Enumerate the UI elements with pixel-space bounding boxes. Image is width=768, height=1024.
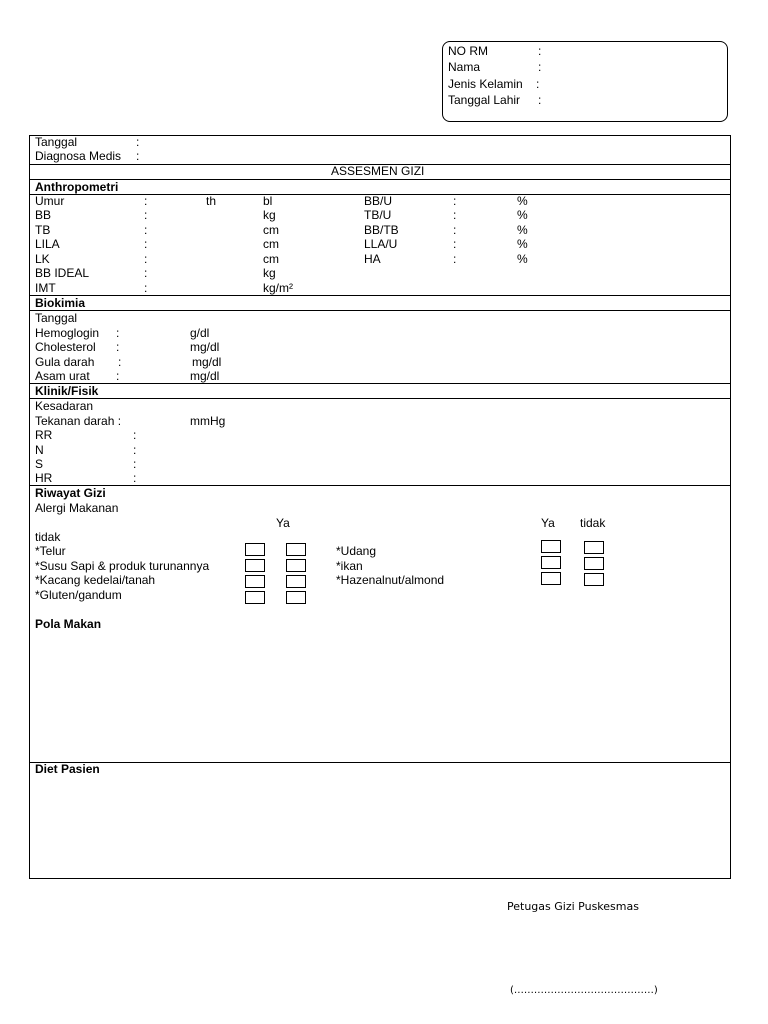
lla-u-colon: : xyxy=(453,237,457,251)
n-label: N xyxy=(35,443,44,457)
hemoglogin-label: Hemoglogin xyxy=(35,326,100,340)
tekanan-darah-unit: mmHg xyxy=(190,414,226,428)
jenis-kelamin-label: Jenis Kelamin xyxy=(448,77,523,91)
gula-darah-label: Gula darah xyxy=(35,355,95,369)
n-colon: : xyxy=(133,443,137,457)
hemoglogin-colon: : xyxy=(116,326,120,340)
ya-header-left: Ya xyxy=(276,516,290,530)
tb-u-colon: : xyxy=(453,208,457,222)
bio-tanggal: Tanggal xyxy=(35,311,78,325)
lila-colon: : xyxy=(144,237,148,251)
bb-label: BB xyxy=(35,208,52,222)
riwayat-heading: Riwayat Gizi xyxy=(35,486,106,500)
checkbox-hazelnut-ya[interactable] xyxy=(541,572,561,585)
checkbox-kacang-ya[interactable] xyxy=(245,575,265,588)
asam-urat-label: Asam urat xyxy=(35,369,90,383)
tanggal-lahir-label: Tanggal Lahir xyxy=(448,93,521,107)
divider-anthro-end xyxy=(29,295,731,296)
allergy-kacang: *Kacang kedelai/tanah xyxy=(35,573,156,587)
checkbox-udang-tidak[interactable] xyxy=(584,541,604,554)
lila-unit: cm xyxy=(263,237,279,251)
bb-unit: kg xyxy=(263,208,276,222)
gula-darah-unit: mg/dl xyxy=(192,355,222,369)
s-colon: : xyxy=(133,457,137,471)
diagnosa-colon: : xyxy=(136,149,140,163)
divider-klinik-heading xyxy=(29,398,731,399)
tidak-header-left: tidak xyxy=(35,530,61,544)
s-label: S xyxy=(35,457,44,471)
diagnosa-label: Diagnosa Medis xyxy=(35,149,122,163)
tb-unit: cm xyxy=(263,223,279,237)
bb-u-colon: : xyxy=(453,194,457,208)
umur-th: th xyxy=(206,194,217,208)
allergy-udang: *Udang xyxy=(336,544,377,558)
bio-heading: Biokimia xyxy=(35,296,86,310)
umur-unit: bl xyxy=(263,194,273,208)
divider-klinik-end xyxy=(29,485,731,486)
hemoglogin-unit: g/dl xyxy=(190,326,210,340)
bb-ideal-unit: kg xyxy=(263,266,276,280)
cholesterol-unit: mg/dl xyxy=(190,340,220,354)
ha-colon: : xyxy=(453,252,457,266)
checkbox-gluten-ya[interactable] xyxy=(245,591,265,604)
bb-tb-unit: % xyxy=(517,223,528,237)
umur-label: Umur xyxy=(35,194,65,208)
pola-makan-heading: Pola Makan xyxy=(35,617,102,631)
checkbox-ikan-tidak[interactable] xyxy=(584,557,604,570)
form-title: ASSESMEN GIZI xyxy=(331,164,425,178)
divider-diet xyxy=(29,762,731,763)
checkbox-susu-tidak[interactable] xyxy=(286,559,306,572)
checkbox-telur-ya[interactable] xyxy=(245,543,265,556)
checkbox-telur-tidak[interactable] xyxy=(286,543,306,556)
cholesterol-label: Cholesterol xyxy=(35,340,96,354)
checkbox-gluten-tidak[interactable] xyxy=(286,591,306,604)
no-rm-label: NO RM xyxy=(448,44,488,58)
hr-label: HR xyxy=(35,471,53,485)
tb-u-unit: % xyxy=(517,208,528,222)
cholesterol-colon: : xyxy=(116,340,120,354)
hr-colon: : xyxy=(133,471,137,485)
diet-pasien-heading: Diet Pasien xyxy=(35,762,100,776)
checkbox-susu-ya[interactable] xyxy=(245,559,265,572)
allergy-telur: *Telur xyxy=(35,544,66,558)
lla-u-unit: % xyxy=(517,237,528,251)
imt-colon: : xyxy=(144,281,148,295)
tb-label: TB xyxy=(35,223,51,237)
asam-urat-colon: : xyxy=(116,369,120,383)
checkbox-ikan-ya[interactable] xyxy=(541,556,561,569)
anthro-heading: Anthropometri xyxy=(35,180,119,194)
petugas-label: Petugas Gizi Puskesmas xyxy=(507,900,639,913)
ya-header-right: Ya xyxy=(541,516,555,530)
nama-colon: : xyxy=(538,60,542,74)
tanggal-label: Tanggal xyxy=(35,135,78,149)
lk-colon: : xyxy=(144,252,148,266)
allergy-susu: *Susu Sapi & produk turunannya xyxy=(35,559,210,573)
checkbox-hazelnut-tidak[interactable] xyxy=(584,573,604,586)
rr-colon: : xyxy=(133,428,137,442)
no-rm-colon: : xyxy=(538,44,542,58)
divider-title xyxy=(29,179,731,180)
bb-ideal-label: BB IDEAL xyxy=(35,266,90,280)
lk-unit: cm xyxy=(263,252,279,266)
klinik-heading: Klinik/Fisik xyxy=(35,384,99,398)
tb-colon: : xyxy=(144,223,148,237)
kesadaran-label: Kesadaran xyxy=(35,399,94,413)
umur-colon: : xyxy=(144,194,148,208)
bb-u-unit: % xyxy=(517,194,528,208)
ha-unit: % xyxy=(517,252,528,266)
lk-label: LK xyxy=(35,252,50,266)
divider-bio-end xyxy=(29,383,731,384)
nama-label: Nama xyxy=(448,60,481,74)
bb-u-label: BB/U xyxy=(364,194,393,208)
tekanan-darah-label: Tekanan darah : xyxy=(35,414,122,428)
allergy-gluten: *Gluten/gandum xyxy=(35,588,122,602)
tanggal-colon: : xyxy=(136,135,140,149)
checkbox-kacang-tidak[interactable] xyxy=(286,575,306,588)
lila-label: LILA xyxy=(35,237,60,251)
bb-colon: : xyxy=(144,208,148,222)
allergy-ikan: *ikan xyxy=(336,559,363,573)
checkbox-udang-ya[interactable] xyxy=(541,540,561,553)
bb-ideal-colon: : xyxy=(144,266,148,280)
alergi-label: Alergi Makanan xyxy=(35,501,119,515)
gula-darah-colon: : xyxy=(118,355,122,369)
bb-tb-colon: : xyxy=(453,223,457,237)
imt-label: IMT xyxy=(35,281,56,295)
tidak-header-right: tidak xyxy=(580,516,606,530)
imt-unit: kg/m² xyxy=(263,281,293,295)
tanggal-lahir-colon: : xyxy=(538,93,542,107)
jenis-kelamin-colon: : xyxy=(536,77,540,91)
allergy-hazelnut: *Hazenalnut/almond xyxy=(336,573,445,587)
divider-bio-heading xyxy=(29,310,731,311)
tb-u-label: TB/U xyxy=(364,208,392,222)
ha-label: HA xyxy=(364,252,381,266)
lla-u-label: LLA/U xyxy=(364,237,398,251)
rr-label: RR xyxy=(35,428,53,442)
signature-line: (……………………………………) xyxy=(510,985,658,996)
asam-urat-unit: mg/dl xyxy=(190,369,220,383)
bb-tb-label: BB/TB xyxy=(364,223,399,237)
